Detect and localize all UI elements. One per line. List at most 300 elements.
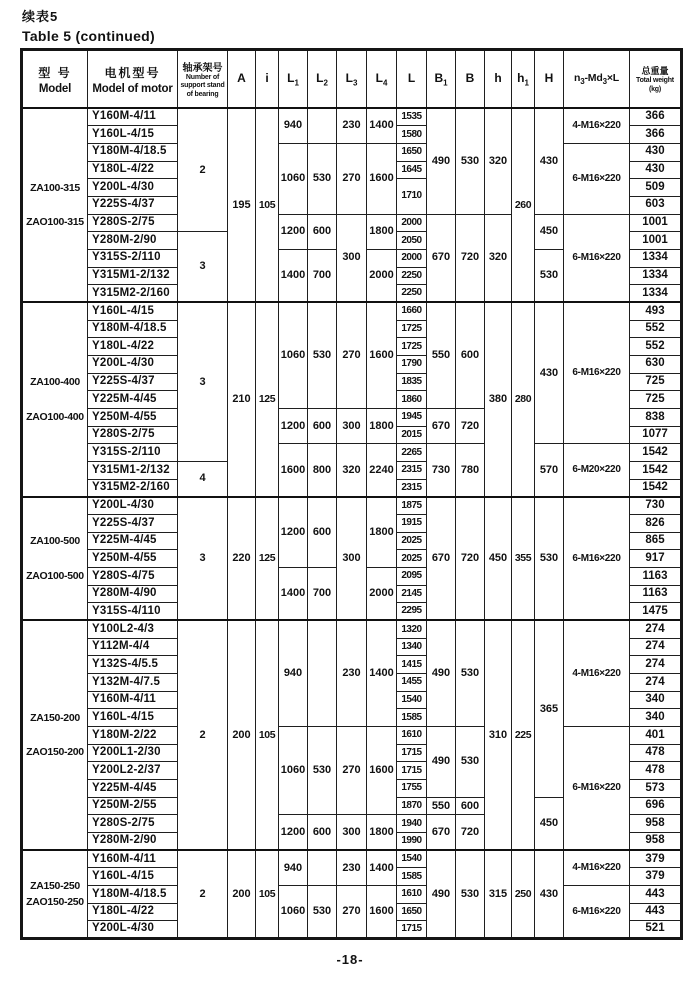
- cell-L4: 1400: [367, 620, 397, 726]
- col-header-bearing-en2: support stand: [180, 82, 225, 90]
- table-row: [22, 497, 682, 515]
- cell-L1: 1200: [279, 815, 308, 850]
- cell-L1: 1060: [279, 302, 308, 408]
- cell-L2: 700: [308, 567, 337, 620]
- cell-L: 1755: [397, 780, 427, 798]
- table-row: [22, 444, 682, 462]
- motor-model: Y225S-4/37: [88, 514, 178, 532]
- model-label: ZA100-315: [30, 181, 80, 194]
- table-title-en: Table 5 (continued): [22, 28, 155, 44]
- cell-wt: 274: [630, 674, 682, 692]
- motor-model: Y315M1-2/132: [88, 461, 178, 479]
- motor-model: Y160M-4/11: [88, 691, 178, 709]
- cell-L: 2050: [397, 232, 427, 250]
- cell-B1: 490: [427, 620, 456, 726]
- cell-L1: 940: [279, 620, 308, 726]
- cell-wt: 340: [630, 691, 682, 709]
- col-header-model-en: Model: [38, 82, 72, 95]
- cell-L3: 230: [337, 620, 367, 726]
- cell-L2: [308, 620, 337, 726]
- motor-model: Y225M-4/45: [88, 391, 178, 409]
- table-row: [22, 302, 682, 320]
- motor-model: Y180M-4/18.5: [88, 320, 178, 338]
- motor-model: Y160L-4/15: [88, 302, 178, 320]
- cell-wt: 1542: [630, 479, 682, 497]
- motor-model: Y225M-4/45: [88, 532, 178, 550]
- cell-bearing: 3: [178, 232, 228, 303]
- cell-wt: 430: [630, 143, 682, 161]
- cell-h: 310: [485, 620, 512, 850]
- motor-model: Y180L-4/22: [88, 903, 178, 921]
- cell-L: 1540: [397, 691, 427, 709]
- cell-L: 2145: [397, 585, 427, 603]
- motor-model: Y315S-2/110: [88, 444, 178, 462]
- cell-L: 2095: [397, 567, 427, 585]
- cell-L4: 1400: [367, 850, 397, 885]
- cell-L: 1610: [397, 727, 427, 745]
- cell-L2: 530: [308, 143, 337, 214]
- cell-H: 430: [535, 850, 564, 938]
- cell-L4: 1600: [367, 727, 397, 815]
- motor-model: Y180L-4/22: [88, 161, 178, 179]
- cell-wt: 552: [630, 320, 682, 338]
- cell-L4: 2000: [367, 567, 397, 620]
- motor-model: Y250M-4/55: [88, 550, 178, 568]
- cell-wt: 730: [630, 497, 682, 515]
- cell-L3: 230: [337, 108, 367, 143]
- table-row: [22, 108, 682, 126]
- cell-wt: 274: [630, 638, 682, 656]
- cell-wt: 1542: [630, 461, 682, 479]
- model-cell: [22, 108, 88, 302]
- cell-n3: 6-M16×220: [564, 143, 630, 214]
- cell-A: 210: [228, 302, 256, 496]
- cell-H: 430: [535, 302, 564, 443]
- cell-L3: 300: [337, 815, 367, 850]
- motor-model: Y315S-2/110: [88, 249, 178, 267]
- col-header-weight-zh: 总重量: [641, 66, 669, 77]
- motor-model: Y180M-4/18.5: [88, 886, 178, 904]
- col-header-A: A: [228, 50, 256, 109]
- model-label: ZAO150-200: [26, 746, 84, 759]
- cell-wt: 725: [630, 373, 682, 391]
- cell-wt: 443: [630, 903, 682, 921]
- motor-model: Y225S-4/37: [88, 373, 178, 391]
- cell-B: 720: [456, 497, 485, 621]
- cell-L: 2025: [397, 532, 427, 550]
- col-header-motor-en: Model of motor: [92, 82, 173, 95]
- motor-model: Y280S-2/75: [88, 815, 178, 833]
- cell-wt: 1077: [630, 426, 682, 444]
- cell-H: 365: [535, 620, 564, 797]
- cell-L1: 1060: [279, 727, 308, 815]
- cell-L1: 1200: [279, 214, 308, 249]
- col-header-bearing-en3: of bearing: [186, 90, 219, 98]
- cell-h: 380: [485, 302, 512, 496]
- motor-model: Y280S-2/75: [88, 426, 178, 444]
- cell-A: 220: [228, 497, 256, 621]
- model-label: ZAO100-315: [26, 216, 84, 229]
- cell-L2: 600: [308, 408, 337, 443]
- cell-L1: 1060: [279, 143, 308, 214]
- cell-L4: 1400: [367, 108, 397, 143]
- cell-i: 105: [256, 108, 279, 302]
- cell-L: 1455: [397, 674, 427, 692]
- cell-H: 450: [535, 214, 564, 249]
- cell-L2: 600: [308, 214, 337, 249]
- cell-wt: 1334: [630, 267, 682, 285]
- cell-wt: 1001: [630, 232, 682, 250]
- cell-L1: 1200: [279, 408, 308, 443]
- model-label: ZAO150-250: [26, 896, 84, 909]
- model-label: ZAO100-400: [26, 410, 84, 423]
- cell-L: 1660: [397, 302, 427, 320]
- cell-L: 1320: [397, 620, 427, 638]
- cell-h1: 250: [512, 850, 535, 938]
- cell-L: 1860: [397, 391, 427, 409]
- motor-model: Y315S-4/110: [88, 603, 178, 621]
- motor-model: Y132S-4/5.5: [88, 656, 178, 674]
- table-row: [22, 886, 682, 904]
- cell-wt: 478: [630, 762, 682, 780]
- cell-L: 1610: [397, 886, 427, 904]
- motor-model: Y160L-4/15: [88, 126, 178, 144]
- motor-model: Y315M1-2/132: [88, 267, 178, 285]
- cell-L: 1945: [397, 408, 427, 426]
- cell-L: 1650: [397, 903, 427, 921]
- page-number: -18-: [336, 952, 364, 967]
- cell-A: 195: [228, 108, 256, 302]
- motor-model: Y200L-4/30: [88, 179, 178, 197]
- cell-wt: 1001: [630, 214, 682, 232]
- cell-wt: 1163: [630, 585, 682, 603]
- model-label: ZA100-500: [30, 535, 80, 548]
- motor-model: Y160M-4/11: [88, 850, 178, 868]
- cell-L: 2265: [397, 444, 427, 462]
- cell-h1: 355: [512, 497, 535, 621]
- cell-wt: 630: [630, 355, 682, 373]
- col-header-n3-Md3xL: $n_3-Md_3\times L$: [564, 50, 630, 109]
- model-label: ZAO100-500: [26, 569, 84, 582]
- col-header-i: i: [256, 50, 279, 109]
- header-row: [22, 50, 682, 109]
- cell-h1: 260: [512, 108, 535, 302]
- cell-L3: 270: [337, 727, 367, 815]
- cell-A: 200: [228, 620, 256, 850]
- cell-B: 530: [456, 620, 485, 726]
- cell-B: 530: [456, 850, 485, 938]
- cell-L: 2025: [397, 550, 427, 568]
- col-header-model: [22, 50, 88, 109]
- cell-L: 1725: [397, 338, 427, 356]
- cell-H: 450: [535, 797, 564, 850]
- cell-B: 720: [456, 214, 485, 302]
- cell-B: 530: [456, 108, 485, 214]
- cell-wt: 478: [630, 744, 682, 762]
- cell-L2: [308, 108, 337, 143]
- cell-H: 530: [535, 497, 564, 621]
- cell-H: 530: [535, 249, 564, 302]
- cell-h: 320: [485, 108, 512, 214]
- cell-L: 2000: [397, 214, 427, 232]
- col-header-L2: $L_2$: [308, 50, 337, 109]
- cell-B1: 550: [427, 302, 456, 408]
- cell-L: 2315: [397, 461, 427, 479]
- motor-model: Y280M-2/90: [88, 232, 178, 250]
- cell-L3: 270: [337, 143, 367, 214]
- motor-model: Y250M-4/55: [88, 408, 178, 426]
- cell-B: 530: [456, 727, 485, 798]
- cell-L: 1715: [397, 762, 427, 780]
- model-label: ZA150-250: [30, 879, 80, 892]
- cell-wt: 366: [630, 126, 682, 144]
- cell-A: 200: [228, 850, 256, 938]
- cell-H: 570: [535, 444, 564, 497]
- motor-model: Y180L-4/22: [88, 338, 178, 356]
- cell-L: 2250: [397, 285, 427, 303]
- cell-B: 780: [456, 444, 485, 497]
- cell-L: 1645: [397, 161, 427, 179]
- cell-h1: 280: [512, 302, 535, 496]
- cell-L: 1580: [397, 126, 427, 144]
- cell-B1: 670: [427, 815, 456, 850]
- cell-wt: 521: [630, 921, 682, 939]
- cell-L4: 1600: [367, 302, 397, 408]
- spec-table-body: [22, 108, 682, 939]
- col-header-motor: [88, 50, 178, 109]
- cell-L1: 940: [279, 850, 308, 885]
- cell-L: 1340: [397, 638, 427, 656]
- cell-bearing: 2: [178, 850, 228, 938]
- cell-i: 105: [256, 850, 279, 938]
- cell-L: 1940: [397, 815, 427, 833]
- model-cell: [22, 302, 88, 496]
- motor-model: Y315M2-2/160: [88, 285, 178, 303]
- cell-L4: 1600: [367, 143, 397, 214]
- cell-n3: 4-M16×220: [564, 850, 630, 885]
- cell-bearing: 2: [178, 620, 228, 850]
- cell-B1: 670: [427, 497, 456, 621]
- cell-L2: 800: [308, 444, 337, 497]
- cell-n3: 6-M16×220: [564, 727, 630, 851]
- col-header-bearing: [178, 50, 228, 109]
- cell-L4: 1800: [367, 408, 397, 443]
- motor-model: Y280S-4/75: [88, 567, 178, 585]
- motor-model: Y160M-4/11: [88, 108, 178, 126]
- col-header-motor-zh: 电机型号: [104, 65, 161, 80]
- cell-B: 600: [456, 302, 485, 408]
- motor-model: Y315M2-2/160: [88, 479, 178, 497]
- cell-n3: 4-M16×220: [564, 620, 630, 726]
- motor-model: Y200L1-2/30: [88, 744, 178, 762]
- cell-L: 1835: [397, 373, 427, 391]
- cell-bearing: 3: [178, 497, 228, 621]
- cell-bearing: 2: [178, 108, 228, 232]
- motor-model: Y200L-4/30: [88, 921, 178, 939]
- cell-L4: 2000: [367, 249, 397, 302]
- cell-L4: 1800: [367, 815, 397, 850]
- col-header-model-zh: 型 号: [38, 65, 72, 80]
- cell-L: 1415: [397, 656, 427, 674]
- cell-L3: 320: [337, 444, 367, 497]
- cell-wt: 865: [630, 532, 682, 550]
- cell-L: 2000: [397, 249, 427, 267]
- motor-model: Y280M-4/90: [88, 585, 178, 603]
- cell-wt: 1542: [630, 444, 682, 462]
- motor-model: Y132M-4/7.5: [88, 674, 178, 692]
- cell-B1: 670: [427, 214, 456, 302]
- cell-L3: 300: [337, 408, 367, 443]
- cell-L1: 940: [279, 108, 308, 143]
- motor-model: Y160L-4/15: [88, 709, 178, 727]
- motor-model: Y250M-2/55: [88, 797, 178, 815]
- cell-L: 1715: [397, 744, 427, 762]
- cell-L: 2315: [397, 479, 427, 497]
- cell-B: 600: [456, 797, 485, 815]
- col-header-h: h: [485, 50, 512, 109]
- table-row: [22, 850, 682, 868]
- cell-h: 320: [485, 214, 512, 302]
- col-header-h1: $h_1$: [512, 50, 535, 109]
- cell-wt: 958: [630, 815, 682, 833]
- cell-L4: 2240: [367, 444, 397, 497]
- col-header-L3: $L_3$: [337, 50, 367, 109]
- cell-H: 430: [535, 108, 564, 214]
- model-cell: [22, 620, 88, 850]
- motor-model: Y280S-2/75: [88, 214, 178, 232]
- cell-wt: 274: [630, 656, 682, 674]
- motor-model: Y180M-2/22: [88, 727, 178, 745]
- cell-wt: 826: [630, 514, 682, 532]
- col-header-weight-en: Total weight: [636, 77, 674, 85]
- motor-model: Y160L-4/15: [88, 868, 178, 886]
- cell-L2: 530: [308, 886, 337, 939]
- motor-model: Y200L2-2/37: [88, 762, 178, 780]
- cell-L: 1585: [397, 868, 427, 886]
- cell-L: 1715: [397, 921, 427, 939]
- table-row: [22, 214, 682, 232]
- col-header-bearing-en1: Number of: [185, 74, 220, 82]
- cell-n3: 6-M16×220: [564, 302, 630, 443]
- cell-n3: 6-M20×220: [564, 444, 630, 497]
- cell-B1: 730: [427, 444, 456, 497]
- cell-wt: 379: [630, 868, 682, 886]
- col-header-total-weight: [630, 50, 682, 109]
- table-row: [22, 727, 682, 745]
- cell-L2: 530: [308, 727, 337, 815]
- col-header-L1: $L_1$: [279, 50, 308, 109]
- cell-i: 105: [256, 620, 279, 850]
- cell-L: 1710: [397, 179, 427, 214]
- cell-n3: 4-M16×220: [564, 108, 630, 143]
- cell-h1: 225: [512, 620, 535, 850]
- cell-L: 2015: [397, 426, 427, 444]
- cell-L4: 1800: [367, 497, 397, 568]
- cell-L: 1790: [397, 355, 427, 373]
- motor-model: Y200L-4/30: [88, 355, 178, 373]
- cell-L: 1650: [397, 143, 427, 161]
- cell-L3: 230: [337, 850, 367, 885]
- cell-B: 720: [456, 408, 485, 443]
- cell-B1: 490: [427, 727, 456, 798]
- cell-bearing: 3: [178, 302, 228, 461]
- cell-L2: 700: [308, 249, 337, 302]
- cell-wt: 274: [630, 620, 682, 638]
- motor-model: Y100L2-4/3: [88, 620, 178, 638]
- cell-L3: 270: [337, 886, 367, 939]
- cell-L: 1870: [397, 797, 427, 815]
- cell-wt: 573: [630, 780, 682, 798]
- col-header-L: L: [397, 50, 427, 109]
- cell-L2: [308, 850, 337, 885]
- cell-h: 450: [485, 497, 512, 621]
- cell-L3: 300: [337, 497, 367, 621]
- cell-wt: 696: [630, 797, 682, 815]
- cell-wt: 603: [630, 196, 682, 214]
- col-header-H: H: [535, 50, 564, 109]
- cell-wt: 1475: [630, 603, 682, 621]
- cell-wt: 958: [630, 833, 682, 851]
- cell-L: 2250: [397, 267, 427, 285]
- model-label: ZA150-200: [30, 711, 80, 724]
- cell-L: 1540: [397, 850, 427, 868]
- motor-model: Y280M-2/90: [88, 833, 178, 851]
- cell-L: 1915: [397, 514, 427, 532]
- cell-wt: 1334: [630, 249, 682, 267]
- cell-L1: 1400: [279, 249, 308, 302]
- cell-B: 720: [456, 815, 485, 850]
- model-label: ZA100-400: [30, 376, 80, 389]
- motor-model: Y200L-4/30: [88, 497, 178, 515]
- cell-wt: 1334: [630, 285, 682, 303]
- cell-i: 125: [256, 497, 279, 621]
- cell-wt: 509: [630, 179, 682, 197]
- motor-model: Y180M-4/18.5: [88, 143, 178, 161]
- cell-L4: 1800: [367, 214, 397, 249]
- cell-n3: 6-M16×220: [564, 497, 630, 621]
- table-titles: [22, 6, 155, 44]
- cell-L1: 1600: [279, 444, 308, 497]
- cell-wt: 552: [630, 338, 682, 356]
- cell-L1: 1200: [279, 497, 308, 568]
- cell-bearing: 4: [178, 461, 228, 496]
- cell-wt: 725: [630, 391, 682, 409]
- cell-wt: 917: [630, 550, 682, 568]
- cell-L: 1725: [397, 320, 427, 338]
- table-title-zh: 续表5: [22, 9, 59, 24]
- table-row: [22, 620, 682, 638]
- cell-L3: 300: [337, 214, 367, 302]
- col-header-L4: $L_4$: [367, 50, 397, 109]
- cell-wt: 379: [630, 850, 682, 868]
- cell-wt: 340: [630, 709, 682, 727]
- cell-L2: 530: [308, 302, 337, 408]
- cell-B1: 550: [427, 797, 456, 815]
- cell-wt: 838: [630, 408, 682, 426]
- cell-n3: 6-M16×220: [564, 214, 630, 302]
- table-row: [22, 143, 682, 161]
- cell-L1: 1400: [279, 567, 308, 620]
- col-header-B1: $B_1$: [427, 50, 456, 109]
- cell-wt: 443: [630, 886, 682, 904]
- cell-L: 1535: [397, 108, 427, 126]
- cell-B1: 490: [427, 108, 456, 214]
- cell-wt: 366: [630, 108, 682, 126]
- cell-B1: 490: [427, 850, 456, 938]
- cell-L: 1990: [397, 833, 427, 851]
- cell-L2: 600: [308, 815, 337, 850]
- cell-L1: 1060: [279, 886, 308, 939]
